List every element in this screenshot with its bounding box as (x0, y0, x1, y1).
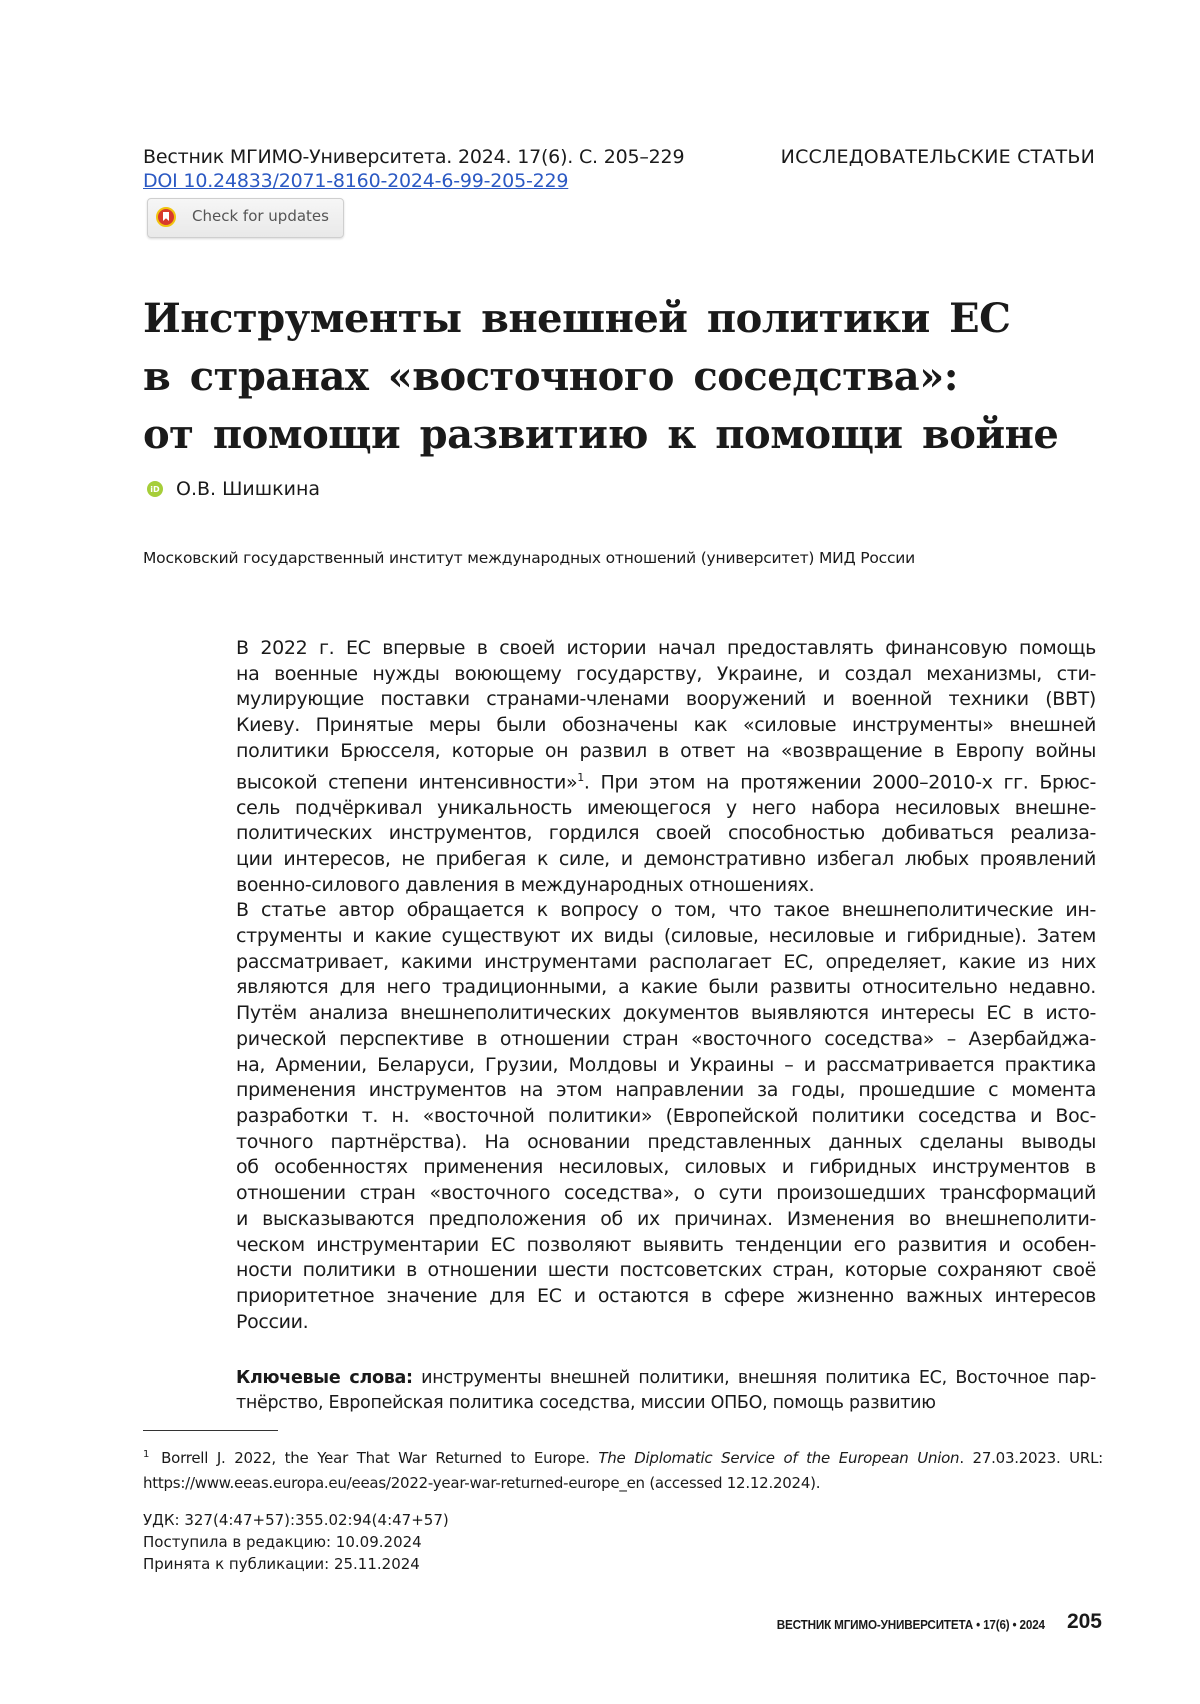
author-name: О.В. Шишкина (176, 478, 320, 500)
footnote-text: Borrell J. 2022, the Year That War Returned to Europe. (161, 1449, 598, 1467)
keywords (236, 1366, 1096, 1416)
abstract-line: рассматривает, какими инструментами располагает ЕС, определяет, какие из них (236, 950, 1096, 976)
abstract-line: являются для него традиционными, а какие были развиты относительно недавно. (236, 975, 1096, 1001)
footnote (143, 1442, 1103, 1496)
abstract-line: ции интересов, не прибегая к силе, и демонстративно избегал любых проявлений (236, 847, 1096, 873)
article-title (143, 290, 1103, 464)
keywords-label: Ключевые слова: (236, 1368, 413, 1388)
abstract-line: применения инструментов на этом направлении за годы, прошедшие с момента (236, 1078, 1096, 1104)
author-affiliation: Московский государственный институт международных отношений (университет) МИД России (143, 549, 915, 567)
doi-link[interactable]: DOI 10.24833/2071-8160-2024-6-99-205-229 (143, 170, 568, 192)
abstract-line: мулирующие поставки странами-членами вооружений и военной техники (ВВТ) (236, 687, 1096, 713)
title-line: от помощи развитию к помощи войне (143, 406, 1103, 464)
abstract-text: . При этом на протяжении 2000–2010-х гг. Брюс- (584, 771, 1096, 793)
abstract-line: Киеву. Принятые меры были обозначены как «силовые инструменты» внешней (236, 713, 1096, 739)
author-row (147, 478, 320, 500)
abstract-line: и высказываются предположения об их причинах. Изменения во внешнеполити- (236, 1207, 1096, 1233)
keywords-line (236, 1366, 1096, 1391)
abstract-line: на военные нужды воюющему государству, Украине, и создал механизмы, сти- (236, 662, 1096, 688)
abstract-line: В статье автор обращается к вопросу о том, что такое внешнеполитические ин- (236, 898, 1096, 924)
section-label: ИССЛЕДОВАТЕЛЬСКИЕ СТАТЬИ (781, 146, 1095, 168)
footnote-url[interactable]: https://www.eeas.europa.eu/eeas/2022-year-war-returned-europe_en (accessed 12.12.2024). (143, 1471, 1103, 1496)
orcid-icon[interactable]: iD (147, 481, 163, 497)
abstract-line: Путём анализа внешнеполитических документов выявляются интересы ЕС в исто- (236, 1001, 1096, 1027)
abstract (236, 636, 1096, 1335)
abstract-line: рической перспективе в отношении стран «восточного соседства» – Азербайджа- (236, 1027, 1096, 1053)
footnote-source: The Diplomatic Service of the European Union (598, 1449, 959, 1467)
keywords-text: инструменты внешней политики, внешняя политика ЕС, Восточное пар- (413, 1368, 1096, 1388)
abstract-text: высокой степени интенсивности» (236, 771, 577, 793)
footer-journal: ВЕСТНИК МГИМО-УНИВЕРСИТЕТА • 17(6) • 2024 (777, 1617, 1045, 1632)
footnote-text: . 27.03.2023. URL: (959, 1449, 1103, 1467)
keywords-line: тнёрство, Европейская политика соседства, миссии ОПБО, помощь развитию (236, 1391, 1096, 1416)
check-for-updates-label: Check for updates (192, 207, 329, 225)
abstract-line: политических инструментов, гордился своей способностью добиваться реализа- (236, 821, 1096, 847)
abstract-line: приоритетное значение для ЕС и остаются в сфере жизненно важных интересов (236, 1284, 1096, 1310)
abstract-line: России. (236, 1310, 1096, 1336)
footnote-divider (143, 1430, 278, 1431)
abstract-line: об особенностях применения несиловых, силовых и гибридных инструментов в (236, 1155, 1096, 1181)
udc: УДК: 327(4:47+57):355.02:94(4:47+57) (143, 1509, 449, 1531)
crossmark-icon (156, 207, 176, 227)
footnote-number: 1 (143, 1449, 149, 1460)
abstract-line: В 2022 г. ЕС впервые в своей истории начал предоставлять финансовую помощь (236, 636, 1096, 662)
accepted-date: Принята к публикации: 25.11.2024 (143, 1553, 449, 1575)
abstract-line: струменты и какие существуют их виды (силовые, несиловые и гибридные). Затем (236, 924, 1096, 950)
title-line: в странах «восточного соседства»: (143, 348, 1103, 406)
abstract-line: отношении стран «восточного соседства», о сути произошедших трансформаций (236, 1181, 1096, 1207)
article-meta (143, 1509, 449, 1575)
abstract-line: военно-силового давления в международных отношениях. (236, 873, 1096, 899)
footnote-line (143, 1442, 1103, 1471)
abstract-line: политики Брюсселя, которые он развил в ответ на «возвращение в Европу войны (236, 739, 1096, 765)
abstract-line: разработки т. н. «восточной политики» (Европейской политики соседства и Вос- (236, 1104, 1096, 1130)
abstract-line: сель подчёркивал уникальность имеющегося у него набора несиловых внешне- (236, 796, 1096, 822)
check-for-updates-button[interactable] (147, 198, 344, 238)
page-number: 205 (1067, 1610, 1102, 1634)
abstract-line: на, Армении, Беларуси, Грузии, Молдовы и Украины – и рассматривается практика (236, 1053, 1096, 1079)
title-line: Инструменты внешней политики ЕС (143, 290, 1103, 348)
journal-reference: Вестник МГИМО-Университета. 2024. 17(6). С. 205–229 (143, 146, 684, 168)
abstract-line: ности политики в отношении шести постсоветских стран, которые сохраняют своё (236, 1258, 1096, 1284)
abstract-line (236, 765, 1096, 796)
abstract-line: ческом инструментарии ЕС позволяют выявить тенденции его развития и особен- (236, 1233, 1096, 1259)
received-date: Поступила в редакцию: 10.09.2024 (143, 1531, 449, 1553)
abstract-line: точного партнёрства). На основании представленных данных сделаны выводы (236, 1130, 1096, 1156)
footnote-ref[interactable]: 1 (577, 771, 584, 784)
